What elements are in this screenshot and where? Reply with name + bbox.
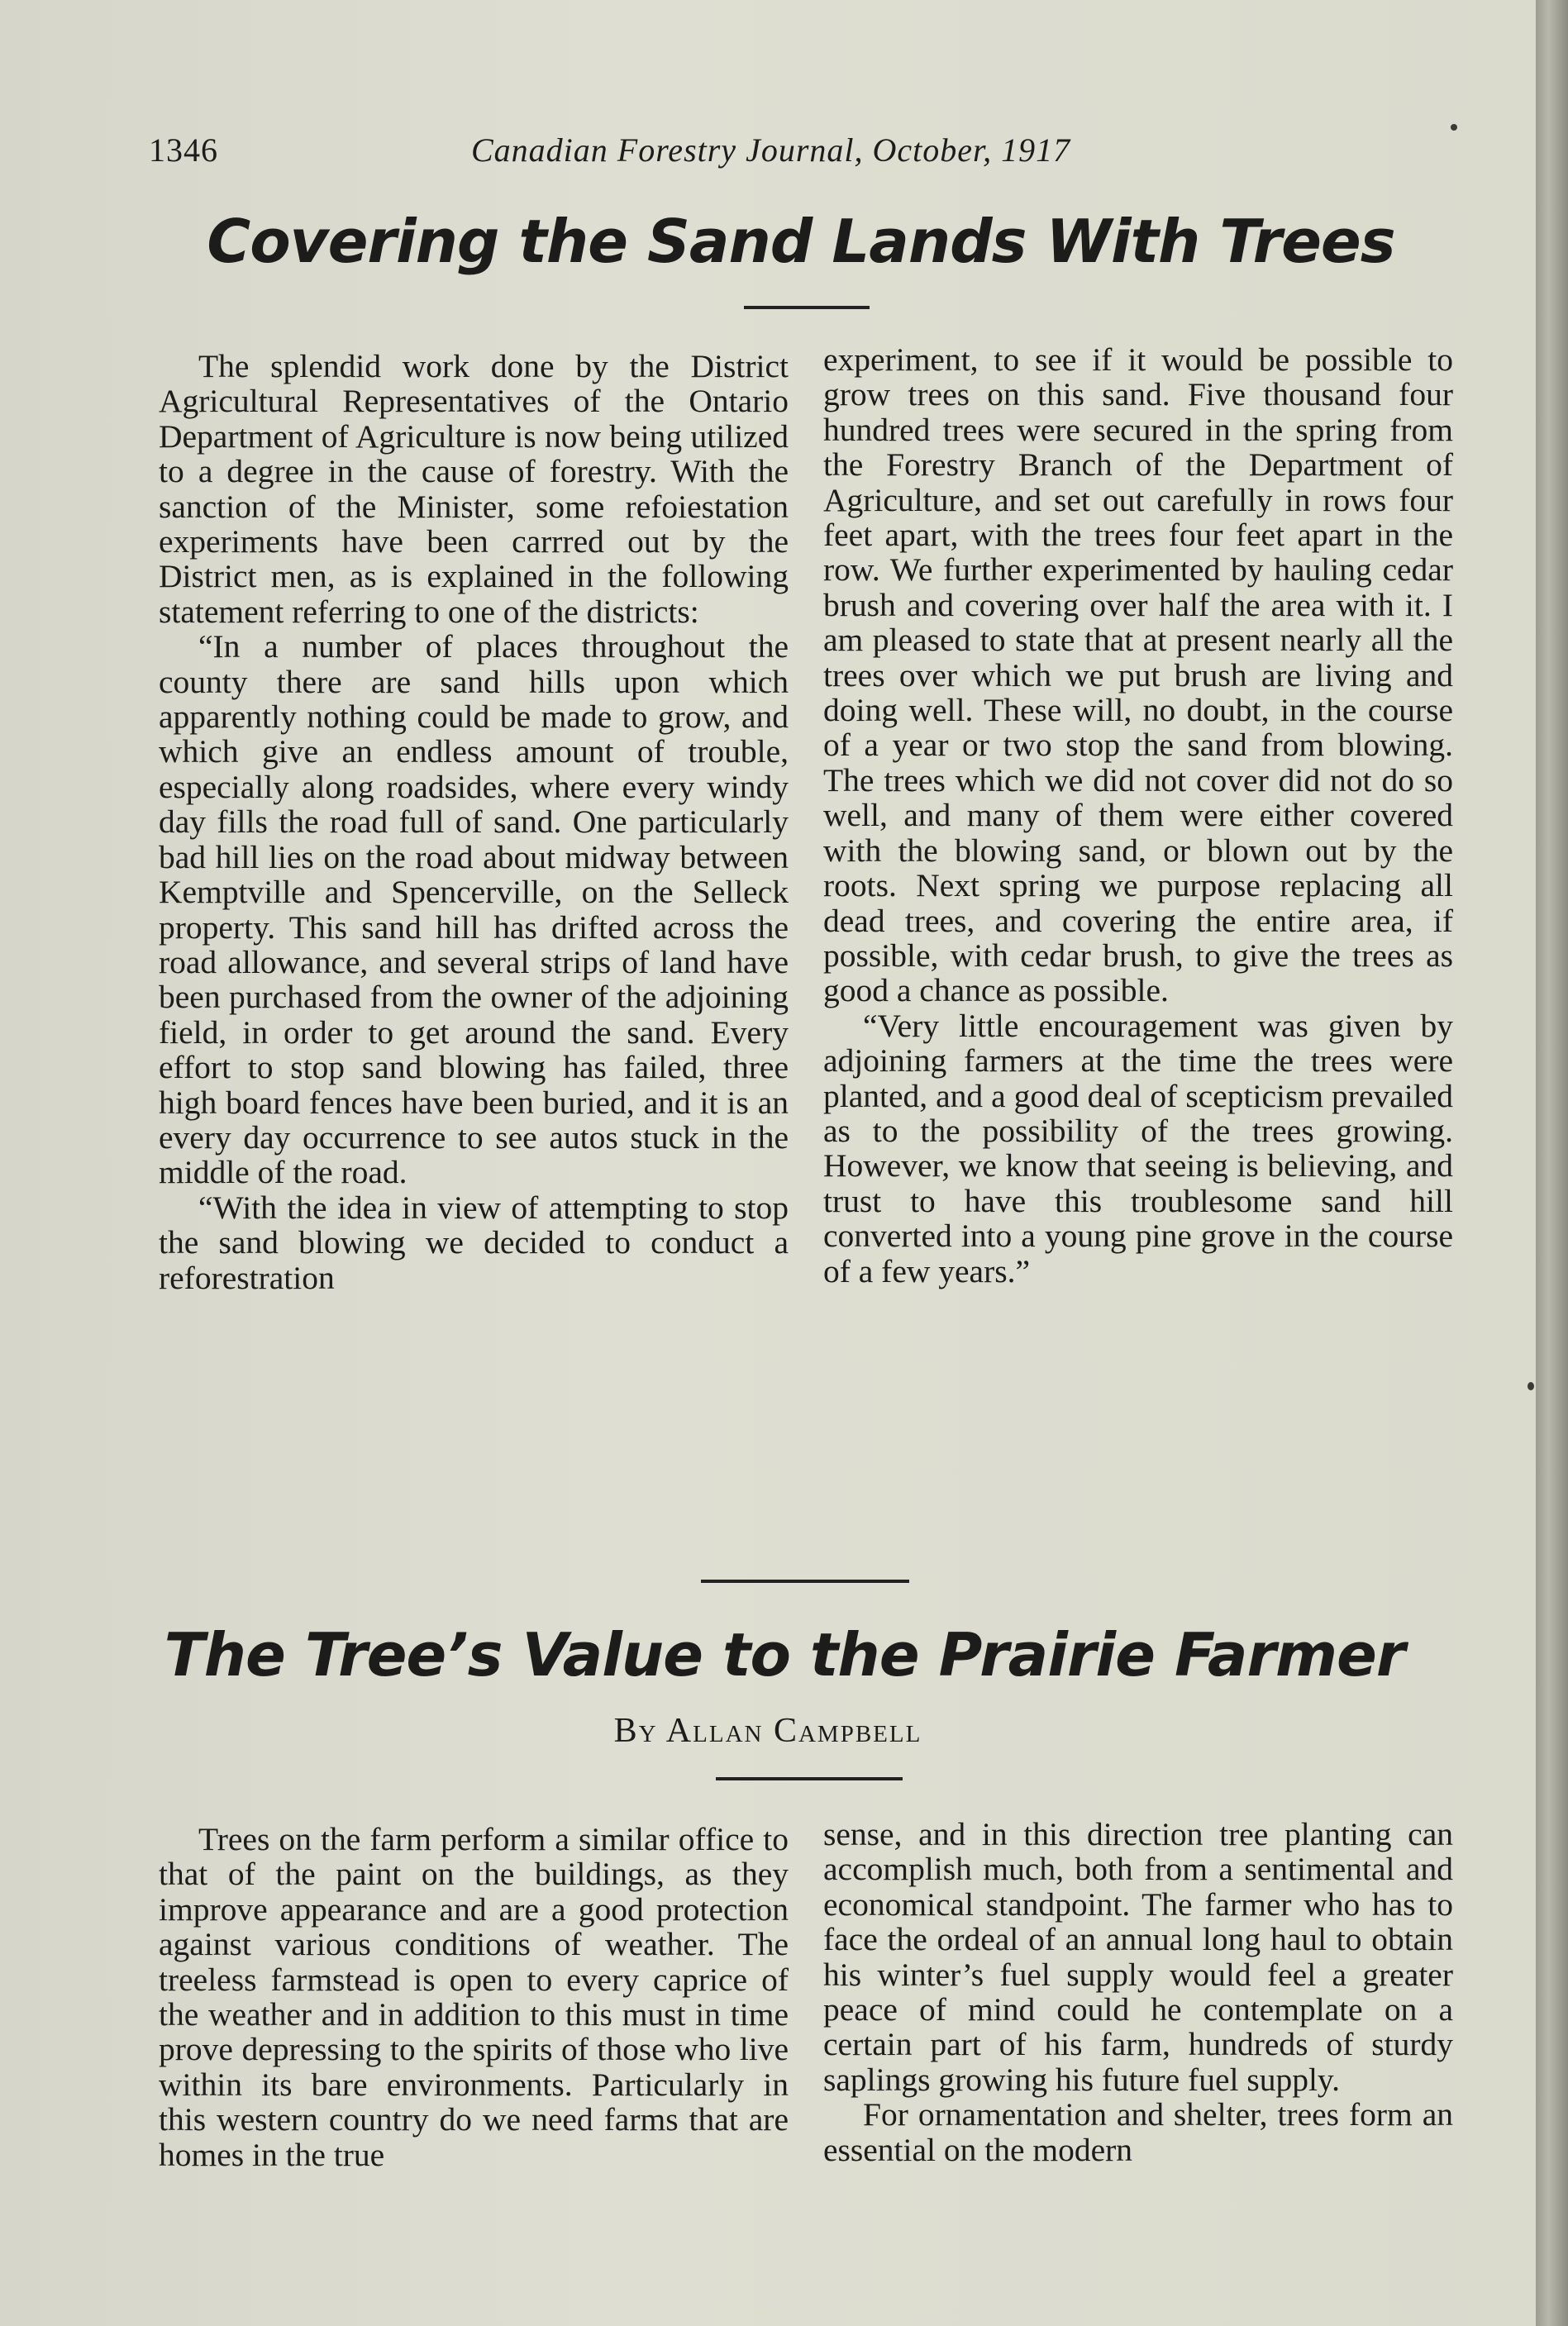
article-1-right-column [823, 342, 1453, 1289]
section-divider [701, 1580, 909, 1583]
paper-speck [1451, 124, 1457, 131]
page-number: 1346 [149, 131, 218, 169]
title-divider-1 [744, 306, 870, 309]
page-edge [1536, 0, 1568, 2326]
article-1-paragraph: “With the idea in view of attempting to stop the sand blowing we decided to conduct a reforestration [159, 1189, 789, 1296]
article-2-paragraph: sense, and in this direction tree planting can accomplish much, both from a sentimental and economical standpoint. The farmer who has to face the ordeal of an annual long haul to obtain his winter’s fuel supply would feel a greater peace of mind could he contemplate on a certain part of his farm, hundreds of sturdy saplings growing his future fuel supply. [823, 1816, 1453, 2098]
article-2-right-column [823, 1817, 1453, 2167]
article-1-paragraph: “Very little encouragement was given by adjoining farmers at the time the trees were planted, and a good deal of scepticism prevailed as to the possibility of the trees growing. However, we know that seeing is believing, and trust to have this troublesome sand hill converted into a young pine grove in the course of a few years.” [823, 1007, 1453, 1289]
article-2-paragraph: For ornamentation and shelter, trees form an essential on the modern [823, 2096, 1453, 2168]
article-2-title: The Tree’s Value to the Prairie Farmer [164, 1620, 1405, 1690]
article-2-left-column [159, 1822, 789, 2172]
running-head: Canadian Forestry Journal, October, 1917 [471, 131, 1071, 169]
article-2-paragraph: Trees on the farm perform a similar office to that of the paint on the buildings, as they improve appearance and are a good protection against various conditions of weather. The treeless farmstead is open to every caprice of the weather and in addition to this must in time prove depressing to the spirits of those who live within its bare environments. Particularly in this western country do we need farms that are homes in the true [159, 1821, 789, 2173]
article-1-paragraph: “In a number of places throughout the county there are sand hills upon which apparently nothing could be made to grow, and which give an endless amount of trouble, especially along roadsides, where every windy day fills the road full of sand. One particularly bad hill lies on the road about midway between Kemptville and Spencerville, on the Selleck property. This sand hill has drifted across the road allowance, and several strips of land have been purchased from the owner of the adjoining field, in order to get around the sand. Every effort to stop sand blowing has failed, three high board fences have been buried, and it is an every day occurrence to see autos stuck in the middle of the road. [159, 628, 789, 1191]
article-1-paragraph: experiment, to see if it would be possible to grow trees on this sand. Five thousand four hundred trees were secured in the spring from the Forestry Branch of the Department of Agriculture, and set out carefully in rows four feet apart, with the trees four feet apart in the row. We further experimented by hauling cedar brush and covering over half the area with it. I am pleased to state that at present nearly all the trees over which we put brush are living and doing well. These will, no doubt, in the course of a year or two stop the sand from blowing. The trees which we did not cover did not do so well, and many of them were either covered with the blowing sand, or blown out by the roots. Next spring we purpose replacing all dead trees, and covering the entire area, if possible, with cedar brush, to give the trees as good a chance as possible. [823, 341, 1453, 1009]
article-2-byline: By Allan Campbell [613, 1712, 922, 1750]
article-1-paragraph: The splendid work done by the District Agricultural Representatives of the Ontario Department of Agriculture is now being utilized to a degree in the cause of forestry. With the sanction of the Minister, some refoiestation experiments have been carrred out by the District men, as is explained in the following statement referring to one of the districts: [159, 348, 789, 630]
title-divider-2 [716, 1777, 903, 1780]
article-1-left-column [159, 349, 789, 1295]
article-1-title: Covering the Sand Lands With Trees [207, 207, 1395, 276]
page-header [149, 131, 1189, 172]
paper-speck [1527, 1382, 1534, 1390]
